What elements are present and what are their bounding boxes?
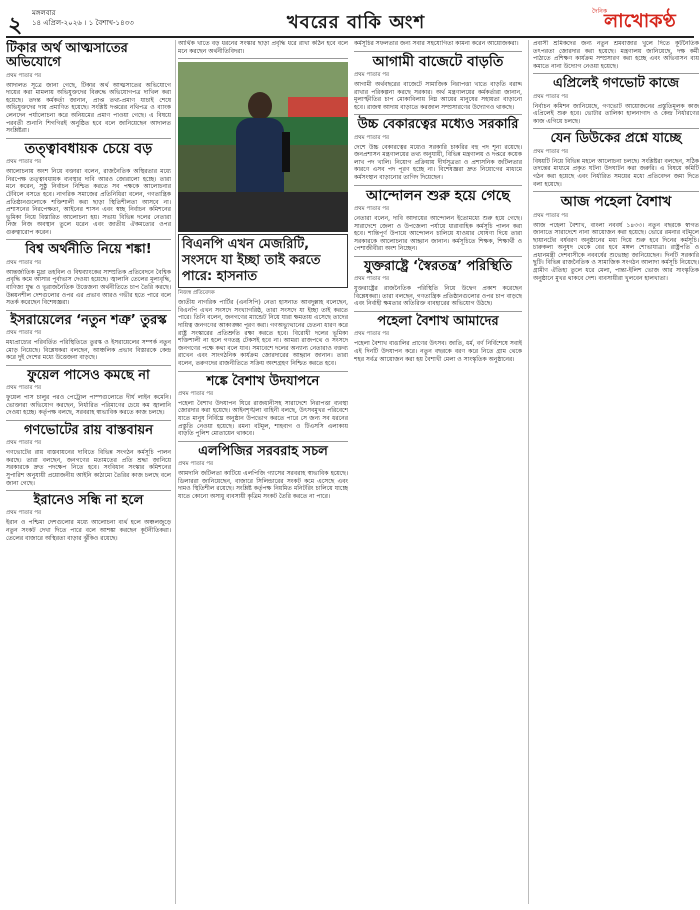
article-body: ফুয়েল পাস চালুর পরও পেট্রোল পাম্পগুলোতে দীর্ঘ লাইন কমেনি। ভোক্তারা অভিযোগ করছেন, নির্ধারিত পরিমাণের চেয়ে কম জ্বালানি দেওয়া হচ্ছে। কর্তৃপক্ষ বলছে, সরবরাহ স্বাভাবিক করতে কাজ চলছে। [6,394,171,417]
article [6,424,171,487]
headline: তত্ত্বাবধায়ক চেয়ে বড় [24,140,153,157]
divider [178,58,348,59]
divider [354,185,522,186]
article-body: আলোচনায় অংশ নিয়ে বক্তারা বলেন, রাজনৈতিক অস্থিরতার মধ্যে নিরপেক্ষ তত্ত্বাবধায়ক ব্যবস্থার দাবি আরও জোরালো হচ্ছে। তারা মনে করেন, সুষ্ঠু নির্বাচন নিশ্চিত করতে সব পক্ষকে আলোচনার টেবিলে বসতে হবে। নাগরিক সমাজের প্রতিনিধিরা বলেন, গণতান্ত্রিক প্রতিষ্ঠানগুলোকে শক্তিশালী করা ছাড়া স্থিতিশীলতা আসবে না। প্রশাসনের নিরপেক্ষতা, আইনের শাসন এবং স্বচ্ছ নির্বাচন কমিশনের ভূমিকা নিয়ে বিস্তারিত আলোচনা হয়। সভায় বিভিন্ন দলের নেতারা নিজ নিজ অবস্থান তুলে ধরেন এবং জাতীয় ঐকমত্যের ওপর গুরুত্বারোপ করেন। [6,168,171,236]
headline: বিশ্ব অর্থনীতি নিয়ে শঙ্কা! [25,242,152,258]
divider [354,51,522,52]
byline: প্রথম পাতার পর [6,159,42,166]
article [354,55,522,112]
article [6,42,171,135]
divider [6,138,171,139]
masthead-name: লাখোকণ্ঠ [604,10,676,32]
article-body: জাতীয় নাগরিক পার্টির (এনসিপি) নেতা হাসনাত আবদুল্লাহ বলেছেন, বিএনপি এখন সংসদে সংখ্যাগরিষ্ঠ, তারা সংসদে যা ইচ্ছা তাই করতে পারে। তিনি বলেন, জনগণের ম্যান্ডেট নিয়ে যারা ক্ষমতায় এসেছে তাদের দায়িত্ব জনগণের আকাঙ্ক্ষা পূরণ করা। গণঅভ্যুত্থানের চেতনা ধারণ করে রাষ্ট্র সংস্কারের প্রতিশ্রুতি রক্ষা করতে হবে। বিরোধী দলের ভূমিকা শক্তিশালী না হলে গণতন্ত্র টেকসই হবে না। আমরা রাজপথে ও সংসদে জনগণের পক্ষে কথা বলে যাব। সমাবেশে দলের অন্যান্য নেতারাও বক্তব্য রাখেন এবং সাংগঠনিক কার্যক্রম জোরদারের আহ্বান জানান। তারা বলেন, তরুণদের রাজনীতিতে সক্রিয় অংশগ্রহণ নিশ্চিত করতে হবে। [178,299,348,367]
headline: উচ্চ বেকারত্বের মধ্যেও সরকারি [357,117,519,133]
article [178,445,348,501]
page-number: ২ [8,13,23,38]
article-body: পহেলা বৈশাখ উদযাপন ঘিরে রাজধানীসহ সারাদেশে নিরাপত্তা ব্যবস্থা জোরদার করা হয়েছে। আইনশৃঙ্খলা বাহিনী বলছে, উৎসবমুখর পরিবেশে যাতে মানুষ নির্বিঘ্নে অনুষ্ঠান উপভোগ করতে পারে সে জন্য সব ধরনের প্রস্তুতি নেওয়া হয়েছে। রমনা বটমূল, শাহবাগ ও টিএসসি এলাকায় বাড়তি পুলিশ মোতায়েন থাকবে। [178,399,348,438]
byline: প্রথম পাতার পর [354,71,390,78]
divider [6,365,171,366]
headline: ফুয়েল পাসেও কমছে না [27,367,150,383]
article-body: বিষয়টি নিয়ে বিভিন্ন মহলে আলোচনা চলছে। সংশ্লিষ্টরা বলছেন, সঠিক তদন্তের মাধ্যমে প্রকৃত ঘটনা উদঘাটন করা জরুরি। এ বিষয়ে কমিটি গঠন করা হয়েছে এবং নির্ধারিত সময়ের মধ্যে প্রতিবেদন জমা দিতে বলা হয়েছে। [533,157,699,188]
speaker-head [248,92,272,120]
article [6,142,171,237]
article-body: নেতারা বলেন, দাবি আদায়ের আন্দোলন ইতোমধ্যে শুরু হয়ে গেছে। সারাদেশে জেলা ও উপজেলা পর্যায়ে ধারাবাহিক কর্মসূচি পালন করা হবে। শান্তিপূর্ণ উপায়ে আন্দোলন চালিয়ে যাওয়ার ঘোষণা দিয়ে তারা সরকারকে আলোচনার আহ্বান জানান। কর্মসূচিতে শিক্ষক, শিক্ষার্থী ও পেশাজীবীরা অংশ নিচ্ছেন। [354,215,522,253]
byline: প্রথম পাতার পর [6,259,42,266]
headline: পহেলা বৈশাখ আমাদের [377,314,499,330]
byline: নিজস্ব প্রতিবেদক [178,290,215,297]
divider [6,490,171,491]
byline: প্রথম পাতার পর [354,276,390,283]
continued-text: কর্মসূচির সফলতার জন্য সবার সহযোগিতা কামনা করেন আয়োজকরা। [354,40,519,47]
continued-text: আর্থিক খাতে বড় ধরনের সংস্কার ছাড়া প্রবৃদ্ধি ধরে রাখা কঠিন হবে বলে মনে করছেন অর্থনীতিবিদরা। [178,40,348,55]
article [354,118,522,181]
article-body: আন্তর্জাতিক মুদ্রা তহবিল ও বিশ্বব্যাংকের সাম্প্রতিক প্রতিবেদনে বৈশ্বিক প্রবৃদ্ধি কমে আসার পূর্বাভাস দেওয়া হয়েছে। জ্বালানি তেলের মূল্যবৃদ্ধি, বাণিজ্য যুদ্ধ ও ভূরাজনৈতিক উত্তেজনা অর্থনীতিতে চাপ তৈরি করছে। উন্নয়নশীল দেশগুলোর ওপর এর প্রভাব আরও গভীর হতে পারে বলে সতর্ক করেছেন বিশেষজ্ঞরা। [6,268,171,307]
article [178,375,348,438]
byline: প্রথম পাতার পর [354,206,390,213]
divider [354,114,522,115]
divider [6,239,171,240]
byline: প্রথম পাতার পর [533,212,569,219]
headline: আগামী বাজেটে বাড়তি [372,53,504,70]
article [6,369,171,417]
day: মঙ্গলবার [32,9,56,17]
divider [178,371,348,372]
news-photo [178,62,348,232]
article-body: নির্বাচন কমিশন জানিয়েছে, গণভোট আয়োজনের প্রস্তুতিমূলক কাজ এপ্রিলেই শুরু হবে। ভোটার তালিকা হালনাগাদ ও কেন্দ্র নির্ধারণের কাজ এগিয়ে চলছে। [533,102,699,125]
headline: যেন ডিউকের প্রশ্নে যাচ্ছে [550,131,682,147]
microphone-icon [282,132,290,172]
divider [354,256,522,257]
article-body: আজ পহেলা বৈশাখ, বাংলা নববর্ষ ১৪৩৩। নতুন বছরকে স্বাগত জানাতে সারাদেশে নানা আয়োজন করা হয়েছে। ভোরে রমনার বটমূলে ছায়ানটের বর্ষবরণ অনুষ্ঠানের মধ্য দিয়ে শুরু হবে দিনের কর্মসূচি। চারুকলা অনুষদ থেকে বের হবে মঙ্গল শোভাযাত্রা। রাষ্ট্রপতি ও প্রধানমন্ত্রী দেশবাসীকে নববর্ষের শুভেচ্ছা জানিয়েছেন। দিনটি সরকারি ছুটি। বিভিন্ন রাজনৈতিক ও সামাজিক সংগঠন আলাদা কর্মসূচি নিয়েছে। গ্রামীণ ঐতিহ্য তুলে ধরে মেলা, পান্তা-ইলিশ ভোজ আর সাংস্কৃতিক অনুষ্ঠানে মুখর থাকবে দেশ। ব্যবসায়ীরা খুলবেন হালখাতা। [533,221,699,282]
byline: প্রথম পাতার পর [178,390,214,397]
column-3 [354,40,522,904]
headline: টিকার অর্থ আত্মসাতের অভিযোগে [6,41,128,71]
byline: প্রথম পাতার পর [6,510,42,517]
column-4 [528,40,699,904]
article-body: ইরান ও পশ্চিমা দেশগুলোর মধ্যে আলোচনা ব্যর্থ হলে অঞ্চলজুড়ে নতুন সংকট দেখা দিতে পারে বলে আশঙ্কা করছেন কূটনীতিকরা। তেলের বাজারে অস্থিরতা বাড়ার ঝুঁকিও রয়েছে। [6,519,171,542]
divider [354,311,522,312]
masthead-logo [592,6,692,32]
headline: যুক্তরাষ্ট্রে ‘স্বৈরতন্ত্র’ পরিস্থিতি [363,258,513,274]
divider [178,441,348,442]
byline: প্রথম পাতার পর [533,148,569,155]
byline: প্রথম পাতার পর [6,72,42,79]
headline: এলপিজির সরবরাহ সচল [198,443,328,459]
byline: প্রথম পাতার পর [354,331,390,338]
headline: ইরানেও সন্ধি না হলে [33,493,144,509]
headline: আন্দোলন শুরু হয়ে গেছে [366,187,510,204]
date: ১৪ এপ্রিল-২০২৬ । ১ বৈশাখ-১৪৩৩ [32,19,134,27]
article-body: আগামী অর্থবছরের বাজেটে সামাজিক নিরাপত্তা খাতে বাড়তি বরাদ্দ রাখার পরিকল্পনা করছে সরকার। অর্থ মন্ত্রণালয়ের কর্মকর্তারা জানান, মূল্যস্ফীতির চাপ মোকাবিলায় নিম্ন আয়ের মানুষের সহায়তা বাড়ানো হবে। রাজস্ব আদায় বাড়াতে করজাল সম্প্রসারণের উদ্যোগও থাকছে। [354,80,522,111]
article-body: আদালত সূত্রে জানা গেছে, টিকার অর্থ আত্মসাতের অভিযোগে দায়ের করা মামলায় অভিযুক্তদের বিরুদ্ধে অভিযোগপত্র দাখিল করা হয়েছে। তদন্ত কর্মকর্তা জানান, প্রাপ্ত তথ্য-প্রমাণ যাচাই শেষে অভিযুক্তদের দায় প্রমাণিত হয়েছে। সংশ্লিষ্ট দপ্তরের নথিপত্র ও ব্যাংক লেনদেন পর্যালোচনা করে অনিয়মের প্রমাণ পাওয়া গেছে। এ বিষয়ে পরবর্তী শুনানি শিগগিরই অনুষ্ঠিত হবে বলে জানিয়েছেন আদালত সংশ্লিষ্টরা। [6,81,171,135]
continued-text: প্রবাসী শ্রমিকদের জন্য নতুন শ্রমবাজার খুলে দিতে কূটনৈতিক তৎপরতা জোরদার করা হয়েছে। মন্ত্রণালয় জানিয়েছে, দক্ষ কর্মী পাঠাতে প্রশিক্ষণ কার্যক্রম সম্প্রসারণ করা হচ্ছে এবং অভিবাসন ব্যয় কমাতে নানা উদ্যোগ নেওয়া হয়েছে। [533,40,699,70]
byline: প্রথম পাতার পর [6,385,42,392]
column-1 [6,40,176,904]
article [6,314,171,362]
article-body: যুক্তরাষ্ট্রের রাজনৈতিক পরিস্থিতি নিয়ে উদ্বেগ প্রকাশ করেছেন বিশ্লেষকরা। তারা বলছেন, গণতান্ত্রিক প্রতিষ্ঠানগুলোর ওপর চাপ বাড়ছে এবং নির্বাহী ক্ষমতার অতিরিক্ত ব্যবহারের অভিযোগ উঠছে। [354,285,522,308]
article [533,195,699,282]
byline: প্রথম পাতার পর [6,330,42,337]
divider [533,191,699,192]
article [533,77,699,125]
headline: এপ্রিলেই গণভোট কাজে [553,76,679,92]
article [533,132,699,188]
headline: আজ পহেলা বৈশাখ [560,194,672,211]
article-body: মধ্যপ্রাচ্যের পরিবর্তিত পরিস্থিতিতে তুরস্ক ও ইসরায়েলের সম্পর্ক নতুন মোড় নিয়েছে। বিশ্লেষকরা বলছেন, আঞ্চলিক প্রভাব বিস্তারকে কেন্দ্র করে দুই দেশের মধ্যে উত্তেজনা বাড়ছে। [6,339,171,362]
article-body: দেশে উচ্চ বেকারত্বের মধ্যেও সরকারি চাকরির বহু পদ শূন্য রয়েছে। জনপ্রশাসন মন্ত্রণালয়ের তথ্য অনুযায়ী, বিভিন্ন মন্ত্রণালয় ও দপ্তরে কয়েক লাখ পদ খালি। নিয়োগ প্রক্রিয়ায় দীর্ঘসূত্রতা ও প্রশাসনিক জটিলতার কারণে এসব পদ পূরণ হচ্ছে না। বিশেষজ্ঞরা দ্রুত নিয়োগের মাধ্যমে কর্মসংস্থান বাড়ানোর তাগিদ দিয়েছেন। [354,143,522,182]
divider [6,420,171,421]
divider [6,310,171,311]
article-body: পহেলা বৈশাখ বাঙালির প্রাণের উৎসব। জাতি, ধর্ম, বর্ণ নির্বিশেষে সবাই এই দিনটি উদযাপন করে। নতুন বছরকে বরণ করে নিতে গ্রাম থেকে শহর সর্বত্র আয়োজন করা হয় বৈশাখী মেলা ও সাংস্কৃতিক অনুষ্ঠানের। [354,340,522,363]
divider [533,128,699,129]
divider [533,73,699,74]
article [354,260,522,308]
date-info [32,8,134,28]
photo-crowd [178,192,348,232]
headline: গণভোটের রায় বাস্তবায়ন [24,422,153,438]
lead-headline: বিএনপি এখন মেজরিটি, সংসদে যা ইচ্ছা তাই করতে পারে: হাসনাত [178,234,348,288]
byline: প্রথম পাতার পর [354,134,390,141]
article [354,315,522,363]
article-body: গণভোটের রায় বাস্তবায়নের দাবিতে বিভিন্ন সংগঠন কর্মসূচি পালন করছে। তারা বলছেন, জনগণের মতামতের প্রতি শ্রদ্ধা জানিয়ে সরকারকে দ্রুত পদক্ষেপ নিতে হবে। সংবিধান সংস্কার কমিশনের সুপারিশ অনুযায়ী প্রয়োজনীয় আইনি কাঠামো তৈরির কাজ চলছে বলে জানা গেছে। [6,449,171,487]
article [354,189,522,253]
article [6,494,171,542]
masthead-small: দৈনিক [592,8,608,15]
headline: শঙ্কে বৈশাখ উদযাপনে [206,373,320,389]
article [6,243,171,306]
section-title: খবরের বাকি অংশ [286,12,426,33]
byline: প্রথম পাতার পর [6,440,42,447]
column-2 [178,40,348,904]
headline: ইসরায়েলের ‘নতুন শত্রু’ তুরস্ক [10,312,167,328]
lead-article [178,234,348,367]
page-header [6,4,694,38]
byline: প্রথম পাতার পর [178,461,214,468]
article-body: আমদানি জটিলতা কাটিয়ে এলপিজি গ্যাসের সরবরাহ স্বাভাবিক হয়েছে। ডিলাররা জানিয়েছেন, বাজারে সিলিন্ডারের সংকট কমে এসেছে এবং দামও স্থিতিশীল রয়েছে। সংশ্লিষ্ট কর্তৃপক্ষ নিয়মিত মনিটরিং চালিয়ে যাচ্ছে যাতে কোনো অসাধু ব্যবসায়ী কৃত্রিম সংকট তৈরি করতে না পারে। [178,470,348,500]
byline: প্রথম পাতার পর [533,93,569,100]
